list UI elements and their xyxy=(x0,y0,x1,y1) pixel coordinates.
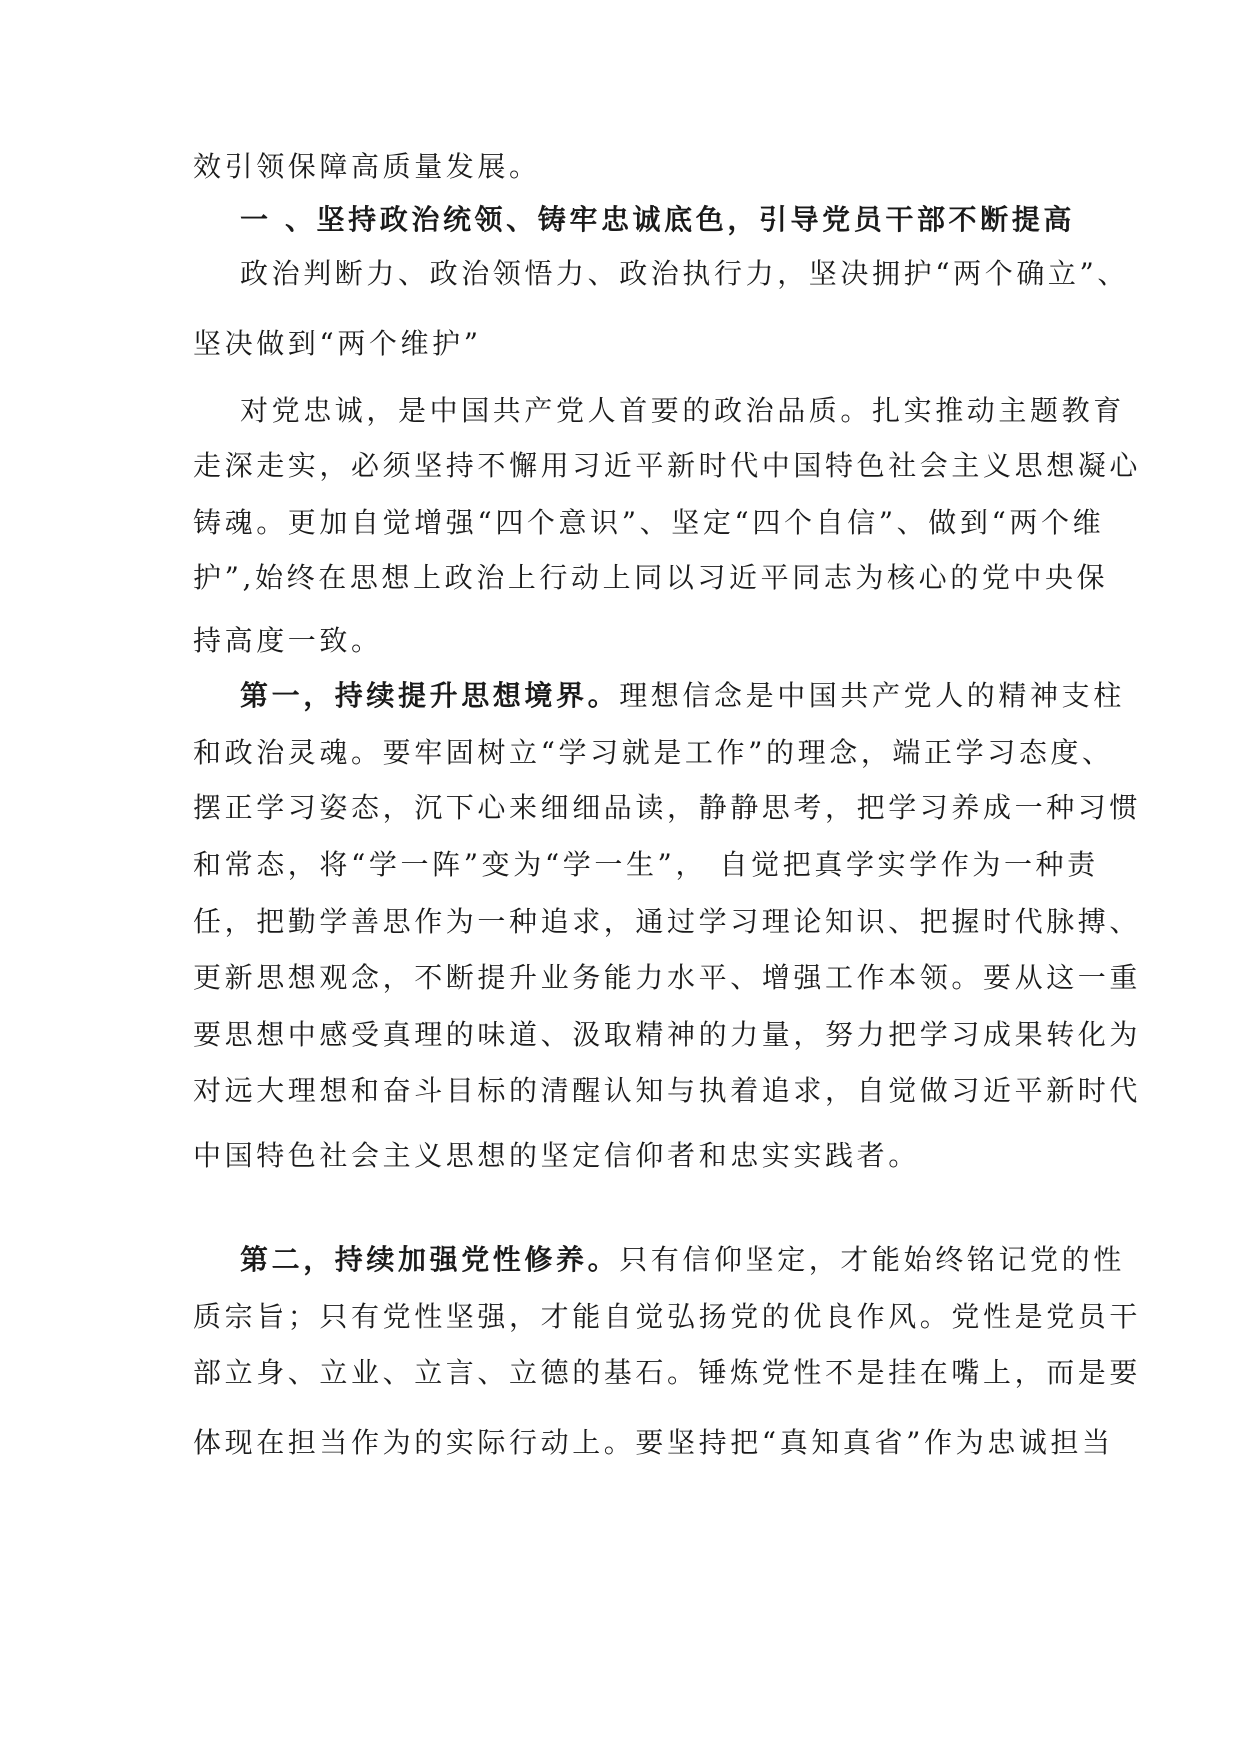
section-heading-continued: 政治判断力、政治领悟力、政治执行力，坚决拥护“两个确立”、 xyxy=(240,257,1130,290)
paragraph-line: 质宗旨；只有党性坚强，才能自觉弘扬党的优良作风。党性是党员干 xyxy=(193,1300,1142,1333)
paragraph-line: 和常态，将“学一阵”变为“学一生”， 自觉把真学实学作为一种责 xyxy=(193,848,1099,881)
paragraph-line: 中国特色社会主义思想的坚定信仰者和忠实实践者。 xyxy=(193,1139,920,1172)
paragraph-line xyxy=(240,676,1125,716)
paragraph-text: 只有信仰坚定，才能始终铭记党的性 xyxy=(619,1243,1125,1276)
paragraph-lead: 第一，持续提升思想境界。 xyxy=(240,679,620,712)
paragraph-line: 部立身、立业、立言、立德的基石。锤炼党性不是挂在嘴上，而是要 xyxy=(193,1356,1142,1389)
paragraph-line: 体现在担当作为的实际行动上。要坚持把“真知真省”作为忠诚担当 xyxy=(193,1426,1114,1459)
paragraph-line: 对远大理想和奋斗目标的清醒认知与执着追求，自觉做习近平新时代 xyxy=(193,1074,1142,1107)
paragraph-text: 理想信念是中国共产党人的精神支柱 xyxy=(619,679,1125,712)
paragraph-line: 持高度一致。 xyxy=(193,624,383,657)
section-heading-continued: 坚决做到“两个维护” xyxy=(193,327,482,360)
paragraph-line: 对党忠诚，是中国共产党人首要的政治品质。扎实推动主题教育 xyxy=(240,394,1125,427)
paragraph-line: 走深走实，必须坚持不懈用习近平新时代中国特色社会主义思想凝心 xyxy=(193,449,1142,482)
paragraph-line: 铸魂。更加自觉增强“四个意识”、坚定“四个自信”、做到“两个维 xyxy=(193,506,1105,539)
paragraph-line: 任，把勤学善思作为一种追求，通过学习理论知识、把握时代脉搏、 xyxy=(193,905,1142,938)
paragraph-line xyxy=(240,1240,1125,1280)
paragraph-line: 摆正学习姿态，沉下心来细细品读，静静思考，把学习养成一种习惯 xyxy=(193,791,1142,824)
paragraph-line: 和政治灵魂。要牢固树立“学习就是工作”的理念，端正学习态度、 xyxy=(193,736,1114,769)
paragraph-line: 护”,始终在思想上政治上行动上同以习近平同志为核心的党中央保 xyxy=(193,561,1109,594)
paragraph-lead: 第二，持续加强党性修养。 xyxy=(240,1243,620,1276)
paragraph-line: 效引领保障高质量发展。 xyxy=(193,150,541,183)
paragraph-line: 要思想中感受真理的味道、汲取精神的力量，努力把学习成果转化为 xyxy=(193,1018,1142,1051)
paragraph-line: 更新思想观念，不断提升业务能力水平、增强工作本领。要从这一重 xyxy=(193,961,1142,994)
section-heading: 一 、坚持政治统领、铸牢忠诚底色，引导党员干部不断提高 xyxy=(240,203,1075,236)
